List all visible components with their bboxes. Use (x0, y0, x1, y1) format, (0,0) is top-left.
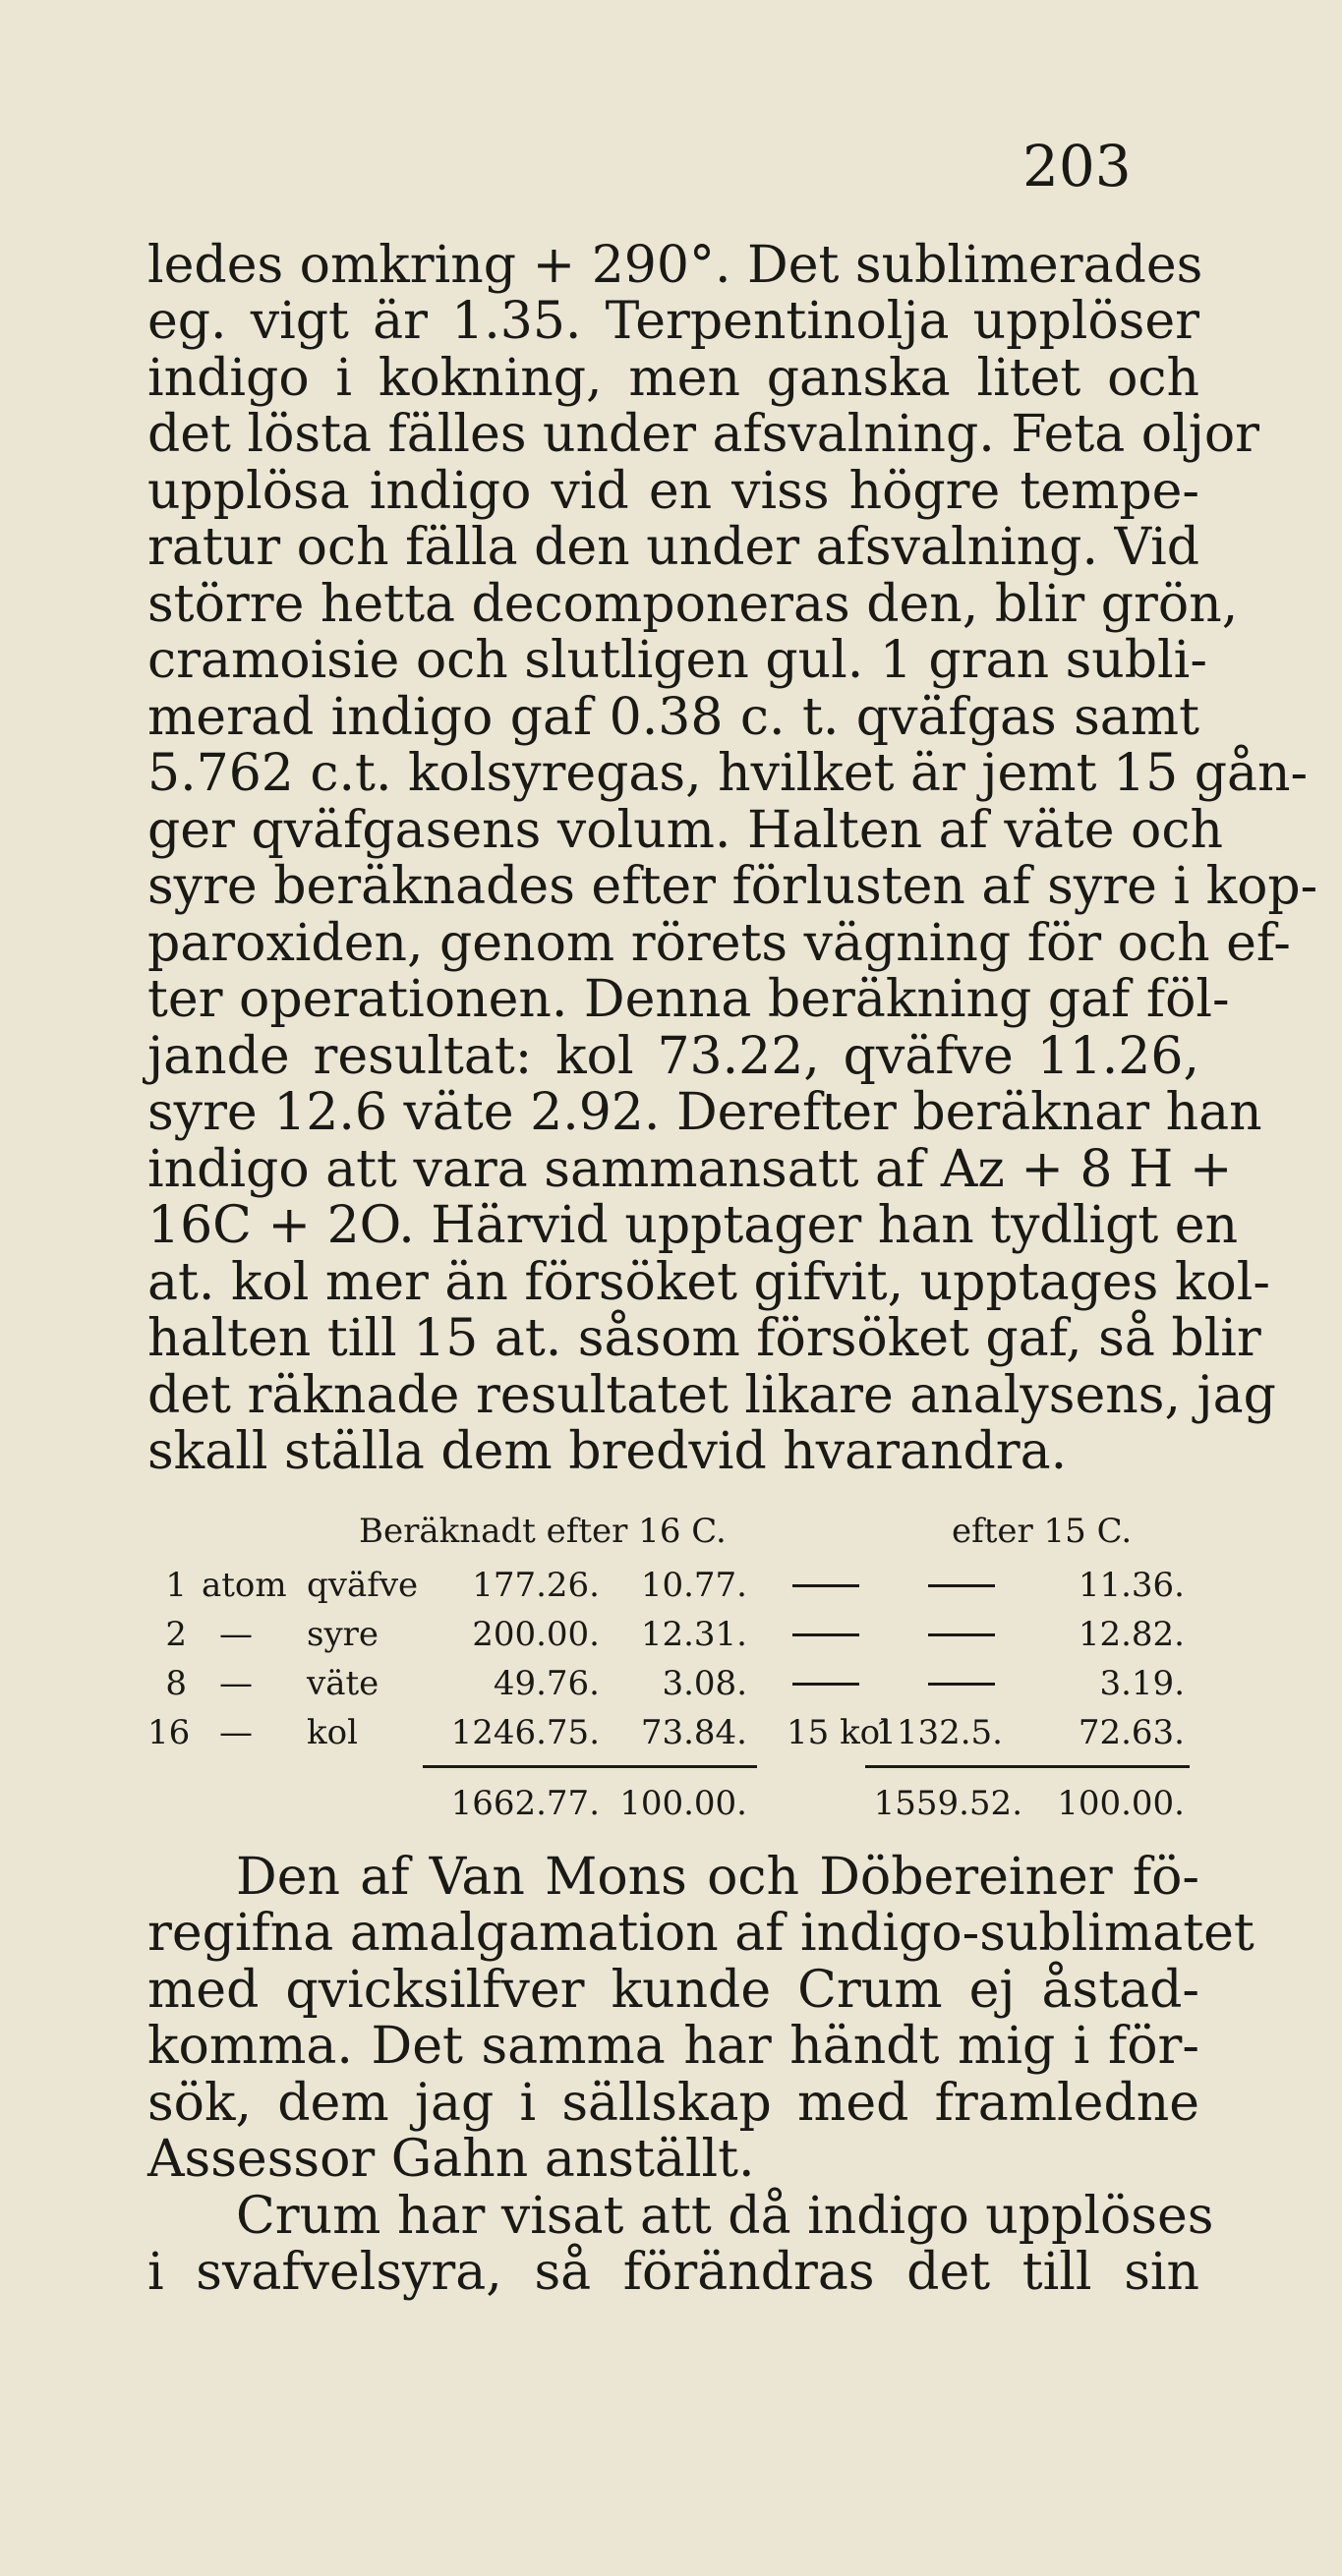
pct-16c: 12.31. (640, 1615, 747, 1654)
page-number: 203 (1022, 133, 1132, 200)
text-line: sök, dem jag i sällskap med framledne (147, 2074, 1199, 2133)
text-line: halten till 15 at. såsom försöket gaf, så blir (147, 1309, 1261, 1368)
text-line: 16C + 2O. Härvid upptager han tydligt en (147, 1196, 1239, 1255)
text-line: skall ställa dem bredvid hvarandra. (147, 1422, 1068, 1481)
table-header-15c: efter 15 C. (952, 1512, 1133, 1551)
atom-unit: — (219, 1615, 253, 1654)
text-line: större hetta decomponeras den, blir grön, (147, 575, 1239, 634)
text-line: ter operationen. Denna beräkning gaf föl- (147, 970, 1230, 1029)
pct-15c: 12.82. (1078, 1615, 1185, 1654)
table-header-16c: Beräknadt efter 16 C. (359, 1512, 727, 1551)
element-name: kol (307, 1713, 358, 1752)
pct-15c: 72.63. (1078, 1713, 1185, 1752)
text-line: paroxiden, genom rörets vägning för och ef- (147, 914, 1291, 973)
text-line: 5.762 c.t. kolsyregas, hvilket är jemt 15 gån- (147, 744, 1309, 803)
calc-16c: 49.76. (493, 1664, 600, 1703)
text-line: jande resultat: kol 73.22, qväfve 11.26, (147, 1027, 1199, 1086)
atom-count: 16 (147, 1713, 191, 1752)
text-line: at. kol mer än försöket gifvit, upptages kol- (147, 1253, 1270, 1312)
text-line: ratur och fälla den under afsvalning. Vid (147, 518, 1200, 577)
element-name: qväfve (307, 1566, 419, 1605)
dash (792, 1683, 859, 1686)
dash (792, 1633, 859, 1636)
text-line: indigo att vara sammansatt af Az + 8 H + (147, 1140, 1233, 1199)
dash (928, 1633, 995, 1636)
text-line: regifna amalgamation af indigo-sublimatet (147, 1904, 1254, 1963)
text-line: ledes omkring + 290°. Det sublimerades (147, 236, 1203, 295)
text-line: cramoisie och slutligen gul. 1 gran subli- (147, 631, 1207, 690)
calc-15c: 1132.5. (875, 1713, 1003, 1752)
atom-unit: — (219, 1713, 253, 1752)
dash (928, 1683, 995, 1686)
atom-count: 8 (165, 1664, 187, 1703)
atom-unit: atom (202, 1566, 287, 1605)
text-line: indigo i kokning, men ganska litet och (147, 349, 1199, 408)
pct-15c: 11.36. (1078, 1566, 1185, 1605)
atom-count: 2 (165, 1615, 187, 1654)
atoms-15c: 15 kol (787, 1713, 892, 1752)
text-line: Den af Van Mons och Döbereiner fö- (236, 1848, 1199, 1907)
calc-16c: 1246.75. (450, 1713, 600, 1752)
element-name: väte (307, 1664, 379, 1703)
text-line: Crum har visat att då indigo upplöses (236, 2187, 1214, 2246)
pct-16c: 10.77. (640, 1566, 747, 1605)
calc-16c: 200.00. (472, 1615, 600, 1654)
pct-16c: 73.84. (640, 1713, 747, 1752)
dash (792, 1584, 859, 1587)
total-pct-16c: 100.00. (619, 1784, 747, 1823)
total-calc-15c: 1559.52. (873, 1784, 1022, 1823)
pct-15c: 3.19. (1099, 1664, 1185, 1703)
text-line: syre 12.6 väte 2.92. Derefter beräknar han (147, 1083, 1262, 1142)
text-line: med qvicksilfver kunde Crum ej åstad- (147, 1961, 1199, 2020)
text-line: det lösta fälles under afsvalning. Feta oljor (147, 405, 1260, 464)
atom-unit: — (219, 1664, 253, 1703)
atom-count: 1 (165, 1566, 187, 1605)
pct-16c: 3.08. (662, 1664, 747, 1703)
text-line: komma. Det samma har händt mig i för- (147, 2017, 1199, 2076)
text-line: upplösa indigo vid en viss högre tempe- (147, 462, 1199, 521)
total-pct-15c: 100.00. (1057, 1784, 1185, 1823)
total-rule (865, 1765, 1190, 1768)
total-calc-16c: 1662.77. (450, 1784, 600, 1823)
text-line: i svafvelsyra, så förändras det till sin (147, 2243, 1199, 2302)
text-line: ger qväfgasens volum. Halten af väte och (147, 801, 1223, 860)
calc-16c: 177.26. (472, 1566, 600, 1605)
dash (928, 1584, 995, 1587)
text-line: eg. vigt är 1.35. Terpentinolja upplöser (147, 292, 1199, 351)
total-rule (423, 1765, 757, 1768)
text-line: Assessor Gahn anställt. (147, 2130, 755, 2189)
element-name: syre (307, 1615, 379, 1654)
text-line: merad indigo gaf 0.38 c. t. qväfgas samt (147, 688, 1199, 747)
text-line: syre beräknades efter förlusten af syre i kop- (147, 857, 1318, 916)
text-line: det räknade resultatet likare analysens, jag (147, 1366, 1276, 1425)
